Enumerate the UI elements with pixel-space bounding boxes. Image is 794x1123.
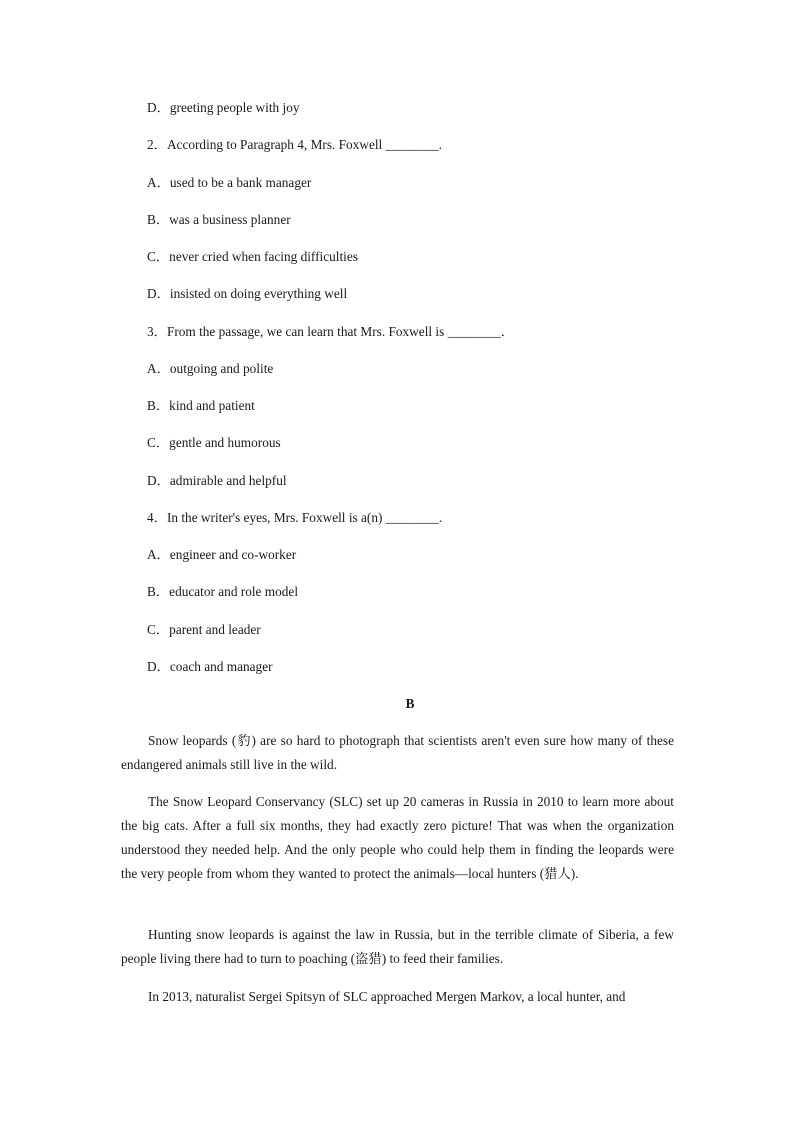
q2-option-b: B．was a business planner [147,212,291,227]
q3-option-d: D．admirable and helpful [147,473,287,488]
section-b-paragraph: The Snow Leopard Conservancy (SLC) set up 20 cameras in Russia in 2010 to learn more about the big cats. After a full six months, they had exactly zero picture! That was when the organization understood they needed help. And the only people who could help them in finding the leopards were the very people from whom they wanted to protect the animals—local hunters (猎人). [121,794,674,881]
q3-option-c: C．gentle and humorous [147,435,281,450]
q3-option-a: A．outgoing and polite [147,361,274,376]
q4-option-d: D．coach and manager [147,659,273,674]
q1-option-d: D．greeting people with joy [147,100,300,115]
q3-option-b: B．kind and patient [147,398,255,413]
section-b-title: B [405,696,415,711]
section-b-paragraph: In 2013, naturalist Sergei Spitsyn of SLC approached Mergen Markov, a local hunter, and [148,989,626,1004]
q4-option-b: B．educator and role model [147,584,299,599]
q2-stem: 2．According to Paragraph 4, Mrs. Foxwell ________. [147,137,443,152]
q2-option-c: C．never cried when facing difficulties [147,249,358,264]
q4-option-a: A．engineer and co-worker [147,547,297,562]
q4-option-c: C．parent and leader [147,622,261,637]
q3-stem: 3．From the passage, we can learn that Mrs. Foxwell is ________． [147,324,515,339]
section-b-paragraph: Hunting snow leopards is against the law in Russia, but in the terrible climate of Siberia, a few people living there had to turn to poaching (盗猎) to feed their families. [121,927,674,966]
section-b-paragraph: Snow leopards (豹) are so hard to photograph that scientists aren't even sure how many of these endangered animals still live in the wild. [121,733,674,772]
q2-option-d: D．insisted on doing everything well [147,286,348,301]
q4-stem: 4．In the writer's eyes, Mrs. Foxwell is a(n) ________. [147,510,443,525]
q2-option-a: A．used to be a bank manager [147,175,312,190]
